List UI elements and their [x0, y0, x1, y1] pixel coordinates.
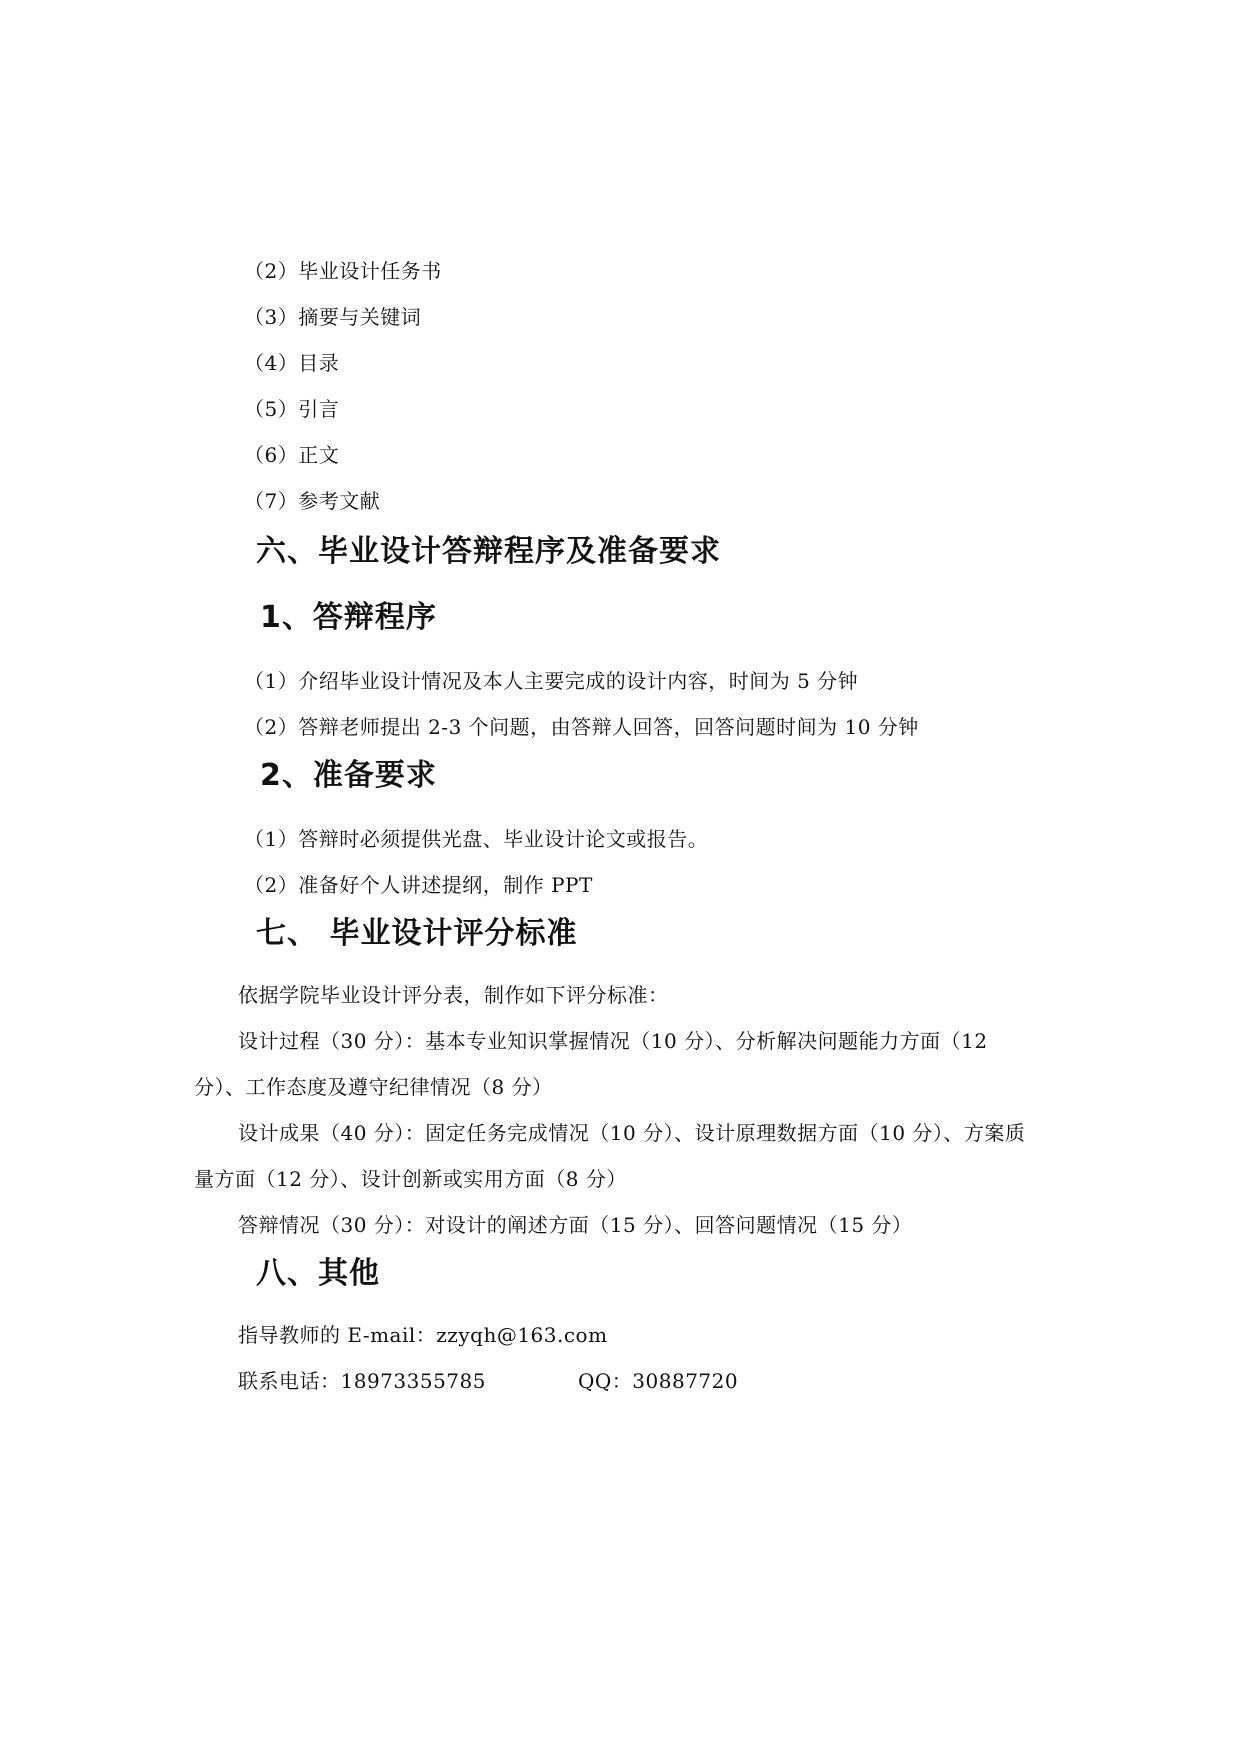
grading-paragraph-results-cont: 量方面（12 分）、设计创新或实用方面（8 分） — [194, 1167, 627, 1191]
section-heading-8: 八、其他 — [256, 1256, 380, 1291]
phone-line: 联系电话：18973355785 — [238, 1369, 486, 1393]
list-item: （7）参考文献 — [244, 489, 381, 513]
preparation-item: （2）准备好个人讲述提纲，制作 PPT — [244, 873, 593, 897]
contact-row — [238, 1368, 739, 1394]
list-item: （6）正文 — [244, 443, 340, 467]
list-item: （3）摘要与关键词 — [244, 305, 422, 329]
preparation-item: （1）答辩时必须提供光盘、毕业设计论文或报告。 — [244, 827, 709, 851]
procedure-item: （2）答辩老师提出 2-3 个问题，由答辩人回答，回答问题时间为 10 分钟 — [244, 715, 919, 739]
procedure-item: （1）介绍毕业设计情况及本人主要完成的设计内容，时间为 5 分钟 — [244, 669, 859, 693]
grading-paragraph-process-cont: 分）、工作态度及遵守纪律情况（8 分） — [194, 1075, 553, 1099]
email-line: 指导教师的 E-mail：zzyqh@163.com — [238, 1323, 608, 1347]
list-item: （4）目录 — [244, 351, 340, 375]
section-heading-6: 六、毕业设计答辩程序及准备要求 — [256, 534, 721, 569]
section-heading-7: 七、 毕业设计评分标准 — [256, 916, 578, 951]
list-item: （5）引言 — [244, 397, 340, 421]
list-item: （2）毕业设计任务书 — [244, 259, 442, 283]
subsection-heading-preparation: 2、准备要求 — [260, 758, 437, 793]
grading-paragraph-defense: 答辩情况（30 分）：对设计的阐述方面（15 分）、回答问题情况（15 分） — [238, 1213, 913, 1237]
qq-line: QQ：30887720 — [578, 1369, 739, 1393]
grading-paragraph-results: 设计成果（40 分）：固定任务完成情况（10 分）、设计原理数据方面（10 分）、方案质 — [238, 1121, 1026, 1145]
grading-intro: 依据学院毕业设计评分表，制作如下评分标准： — [238, 983, 669, 1007]
subsection-heading-defense-procedure: 1、答辩程序 — [260, 600, 437, 635]
grading-paragraph-process: 设计过程（30 分）：基本专业知识掌握情况（10 分）、分析解决问题能力方面（12 — [238, 1029, 988, 1053]
